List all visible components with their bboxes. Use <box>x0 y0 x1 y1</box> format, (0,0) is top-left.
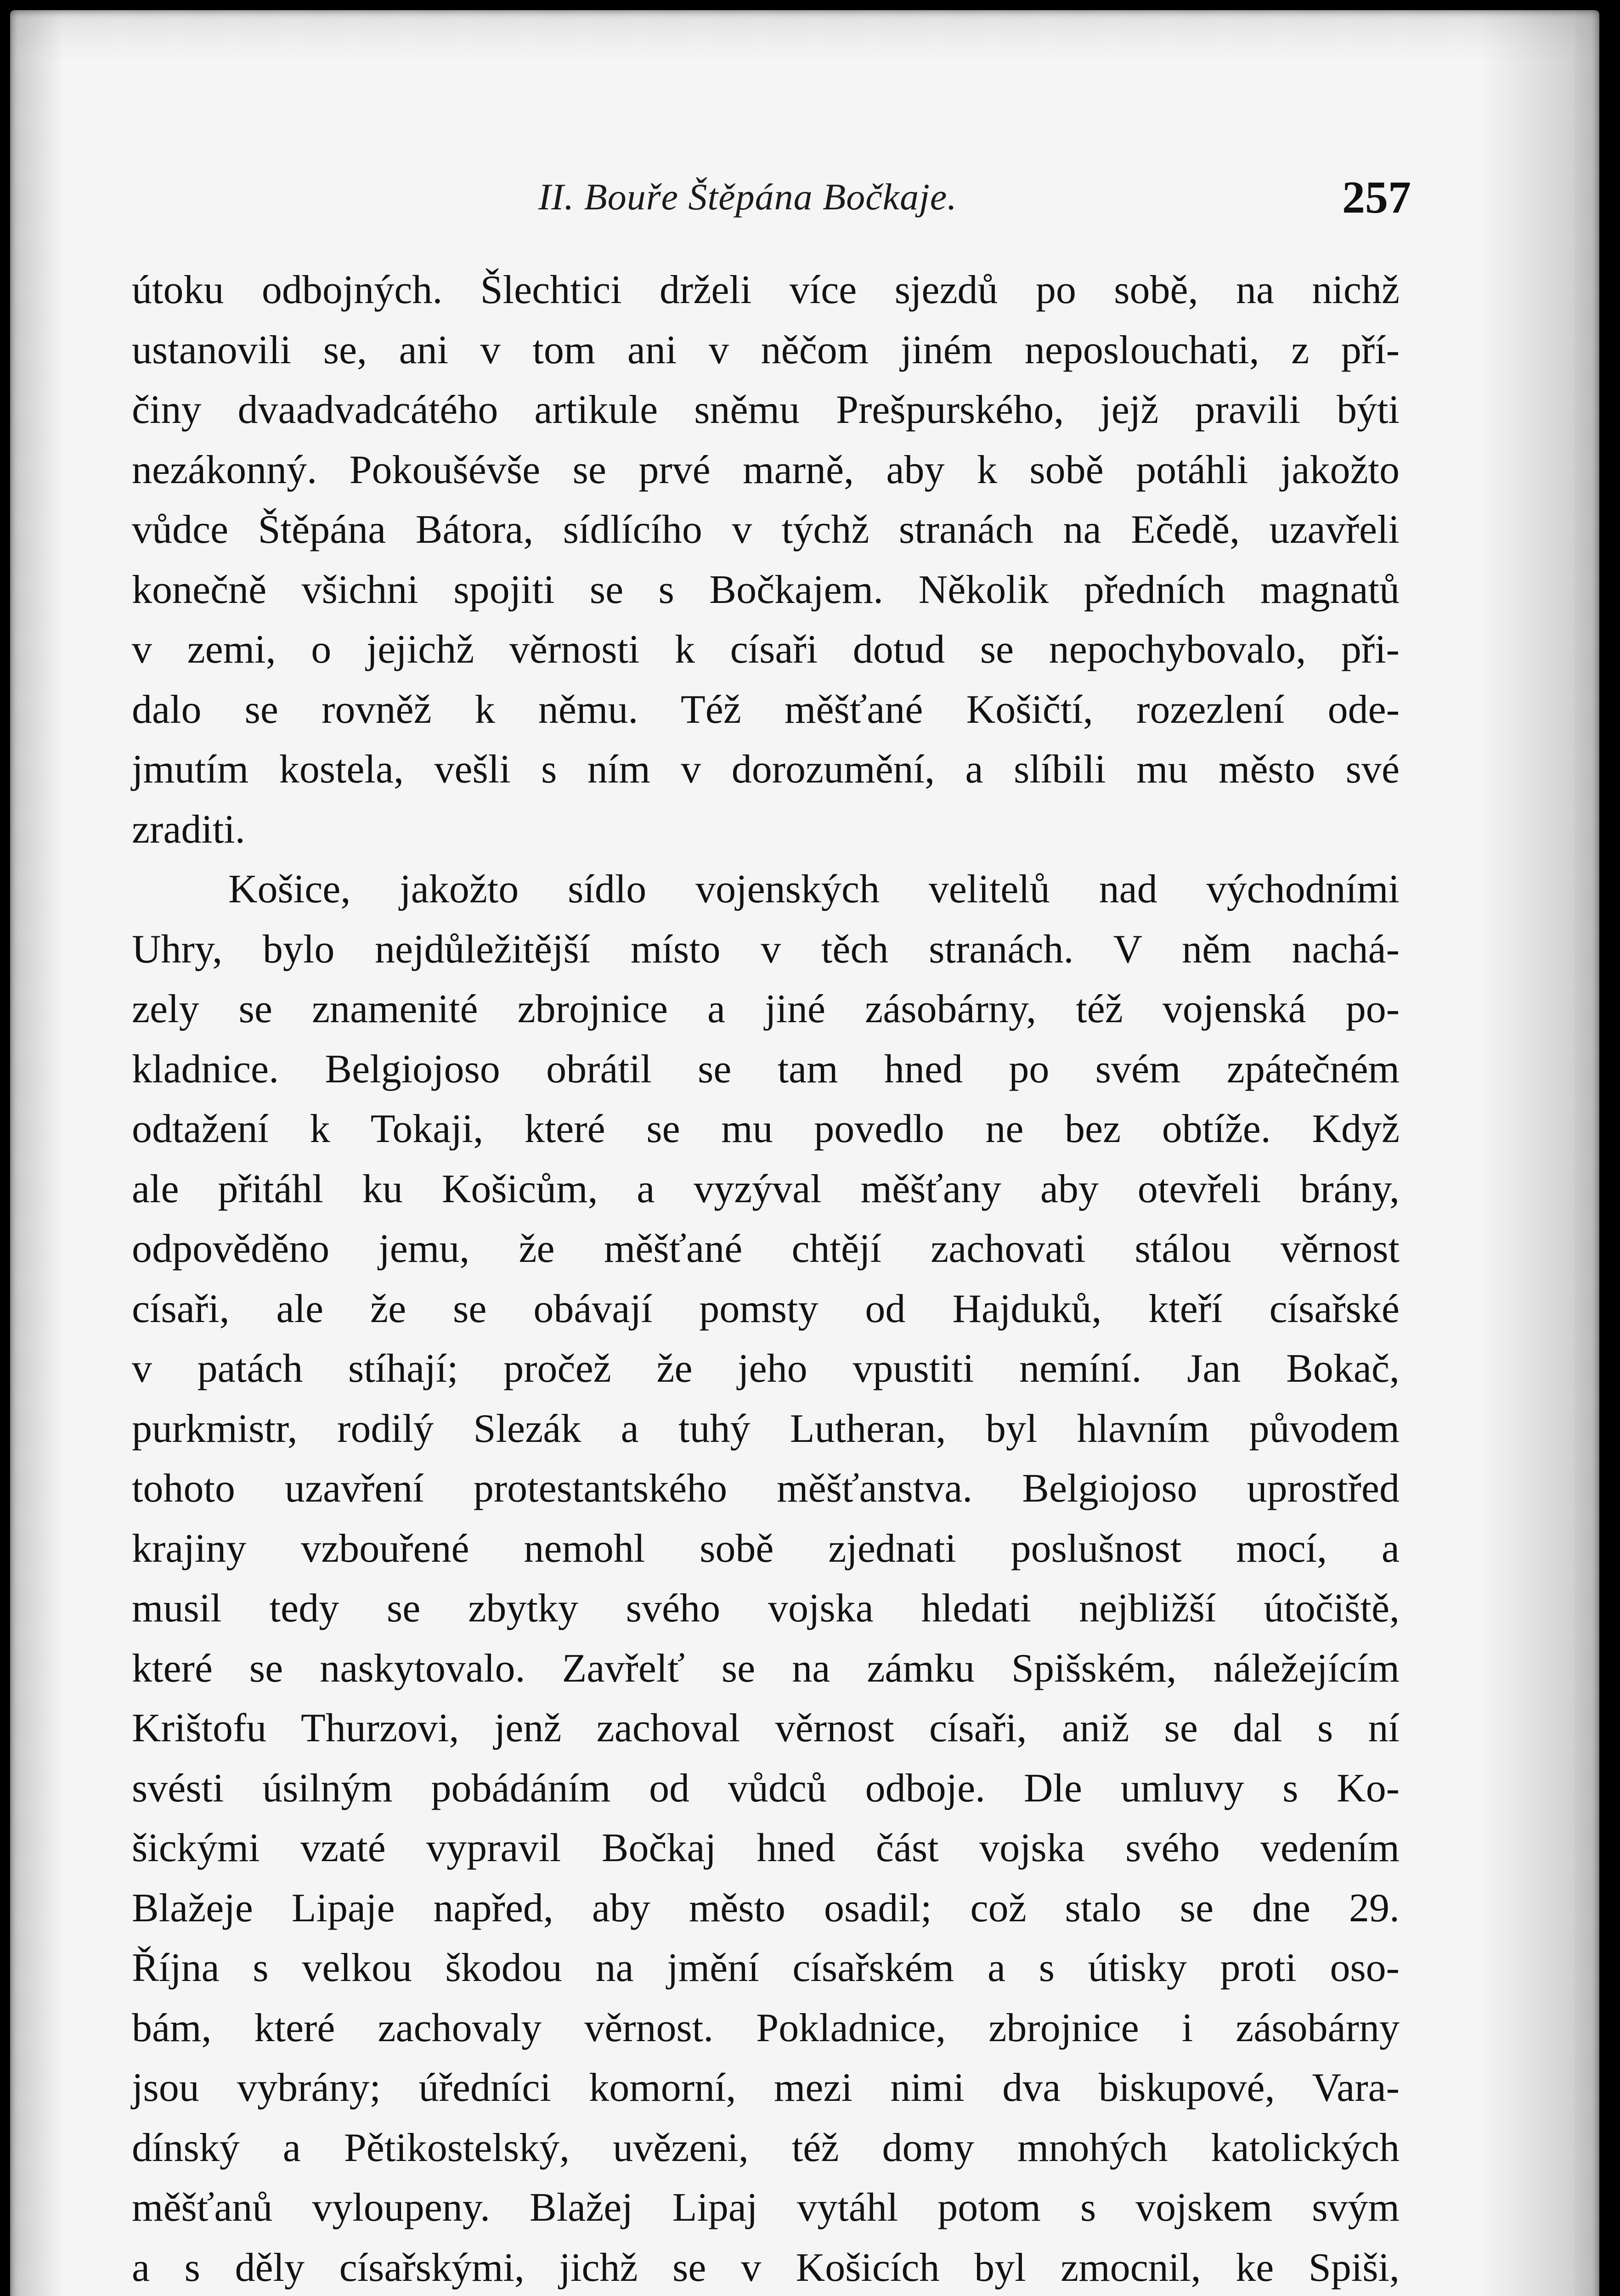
text-line: purkmistr, rodilý Slezák a tuhý Lutheran, byl hlavním původem <box>132 1406 1400 1451</box>
text-line: v zemi, o jejichž věrnosti k císaři dotud se nepochybovalo, při- <box>132 627 1400 672</box>
text-line: odtažení k Tokaji, které se mu povedlo ne bez obtíže. Když <box>132 1107 1400 1151</box>
text-line: v patách stíhají; pročež že jeho vpustiti nemíní. Jan Bokač, <box>132 1346 1400 1391</box>
page-header <box>125 166 1411 231</box>
text-line: Krištofu Thurzovi, jenž zachoval věrnost císaři, aniž se dal s ní <box>132 1706 1400 1750</box>
spine-shadow <box>1480 10 1599 2296</box>
text-line: svésti úsilným pobádáním od vůdců odboje. Dle umluvy s Ko- <box>132 1766 1400 1811</box>
running-head: II. Bouře Štěpána Bočkaje. <box>538 176 957 218</box>
text-line: Košice, jakožto sídlo vojenských velitelů nad východními <box>228 867 1400 912</box>
text-line: konečně všichni spojiti se s Bočkajem. Několik předních magnatů <box>132 567 1400 612</box>
text-line: krajiny vzbouřené nemohl sobě zjednati poslušnost mocí, a <box>132 1526 1400 1571</box>
text-line: útoku odbojných. Šlechtici drželi více sjezdů po sobě, na nichž <box>132 268 1400 312</box>
text-line: bám, které zachovaly věrnost. Pokladnice, zbrojnice i zásobárny <box>132 2005 1400 2050</box>
text-line: odpověděno jemu, že měšťané chtějí zachovati stálou věrnost <box>132 1227 1400 1271</box>
text-line: tohoto uzavření protestantského měšťanstva. Belgiojoso uprostřed <box>132 1466 1400 1511</box>
text-line: zraditi. <box>132 807 245 852</box>
text-line: činy dvaadvadcátého artikule sněmu Prešpurského, jejž pravili býti <box>132 388 1400 432</box>
text-line: císaři, ale že se obávají pomsty od Hajduků, kteří císařské <box>132 1286 1400 1331</box>
text-line: vůdce Štěpána Bátora, sídlícího v týchž stranách na Ečedě, uzavřeli <box>132 507 1400 552</box>
text-line: musil tedy se zbytky svého vojska hledati nejbližší útočiště, <box>132 1586 1400 1631</box>
text-line: zely se znamenité zbrojnice a jiné zásobárny, též vojenská po- <box>132 987 1400 1031</box>
text-line: jsou vybrány; úředníci komorní, mezi nimi dva biskupové, Vara- <box>132 2065 1400 2110</box>
book-page <box>10 10 1599 2296</box>
text-line: které se naskytovalo. Zavřelť se na zámku Spišském, náležejícím <box>132 1646 1400 1691</box>
text-line: Blažeje Lipaje napřed, aby město osadil; což stalo se dne 29. <box>132 1885 1400 1930</box>
text-line: nezákonný. Pokoušévše se prvé marně, aby k sobě potáhli jakožto <box>132 447 1400 492</box>
body-text <box>132 260 1400 2296</box>
text-line: dalo se rovněž k němu. Též měšťané Košičtí, rozezlení ode- <box>132 687 1400 732</box>
text-line: kladnice. Belgiojoso obrátil se tam hned po svém zpátečném <box>132 1047 1400 1092</box>
text-line: Uhry, bylo nejdůležitější místo v těch stranách. V něm nachá- <box>132 927 1400 972</box>
text-line: šickými vzaté vypravil Bočkaj hned část vojska svého vedením <box>132 1826 1400 1870</box>
text-line: a s děly císařskými, jichž se v Košicích byl zmocnil, ke Spiši, <box>132 2245 1400 2290</box>
page-number: 257 <box>1342 172 1411 223</box>
text-line: měšťanů vyloupeny. Blažej Lipaj vytáhl potom s vojskem svým <box>132 2185 1400 2230</box>
text-line: ustanovili se, ani v tom ani v něčom jiném neposlouchati, z pří- <box>132 327 1400 372</box>
text-line: ale přitáhl ku Košicům, a vyzýval měšťany aby otevřeli brány, <box>132 1166 1400 1211</box>
text-line: dínský a Pětikostelský, uvězeni, též domy mnohých katolických <box>132 2125 1400 2170</box>
text-line: Října s velkou škodou na jmění císařském a s útisky proti oso- <box>132 1946 1400 1990</box>
page-edge-shadow <box>10 10 65 2296</box>
text-line: jmutím kostela, vešli s ním v dorozumění, a slíbili mu město své <box>132 747 1400 792</box>
